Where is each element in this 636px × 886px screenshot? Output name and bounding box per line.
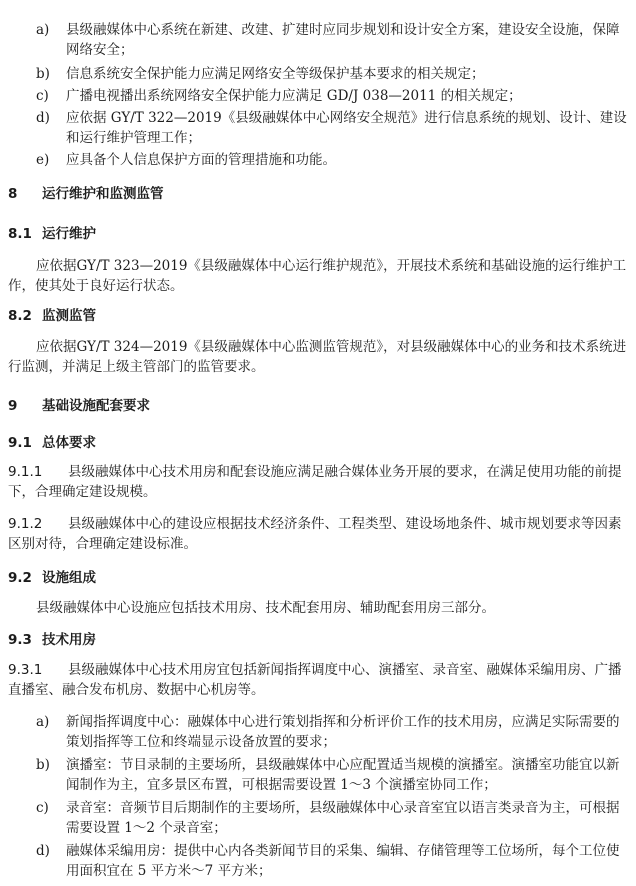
list-text: 应依据 GY/T 322—2019《县级融媒体中心网络安全规范》进行信息系统的规划、设计、建设和运行维护管理工作； [66,110,627,146]
section-number: 8 [8,186,18,202]
list-text: 融媒体采编用房：提供中心内各类新闻节目的采集、编辑、存储管理等工位场所，每个工位使用面积宜在 5 平方米～7 平方米； [66,843,620,879]
list-label: d) [36,843,50,859]
list-label: c) [36,800,49,816]
list-text: 县级融媒体中心系统在新建、改建、扩建时应同步规划和设计安全方案，建设安全设施，保障网络安全； [66,22,620,58]
list-text: 广播电视播出系统网络安全保护能力应满足 GD/J 038—2011 的相关规定； [66,88,522,104]
clause [8,462,632,502]
clause [8,514,632,554]
section-title: 技术用房 [42,632,96,648]
clause-text: 县级融媒体中心的建设应根据技术经济条件、工程类型、建设场地条件、城市规划要求等因素区别对待，合理确定建设标准。 [8,516,622,552]
paragraph: 应依据GY/T 324—2019《县级融媒体中心监测监管规范》，对县级融媒体中心的业务和技术系统进行监测，并满足上级主管部门的监管要求。 [8,339,627,375]
list-text: 信息系统安全保护能力应满足网络安全等级保护基本要求的相关规定； [66,66,485,82]
list-text: 录音室：音频节目后期制作的主要场所，县级融媒体中心录音室宜以语言类录音为主，可根据需要设置 1～2 个录音室； [66,800,620,836]
list-label: b) [36,66,50,82]
subsection-heading [8,568,96,588]
clause [8,660,632,700]
list-label: c) [36,88,49,104]
section-number: 8.2 [8,308,32,324]
section-title: 运行维护 [42,226,96,242]
section-number: 9.3 [8,632,32,648]
clause-number: 9.1.1 [8,464,43,480]
clause-text: 县级融媒体中心技术用房和配套设施应满足融合媒体业务开展的要求，在满足使用功能的前提下，合理确定建设规模。 [8,464,622,500]
section-title: 监测监管 [42,308,96,324]
section-number: 9.2 [8,570,32,586]
list-label: a) [36,714,50,730]
paragraph: 县级融媒体中心设施应包括技术用房、技术配套用房、辅助配套用房三部分。 [36,600,495,616]
section-heading [8,396,150,416]
list-text: 演播室：节目录制的主要场所，县级融媒体中心应配置适当规模的演播室。演播室功能宜以新闻制作为主，宜多景区布置，可根据需要设置 1～3 个演播室协同工作； [66,757,620,793]
list-text: 应具备个人信息保护方面的管理措施和功能。 [66,152,336,168]
section-number: 9 [8,398,18,414]
section-title: 基础设施配套要求 [42,398,150,414]
list-label: e) [36,152,50,168]
section-title: 运行维护和监测监管 [42,186,164,202]
clause-text: 县级融媒体中心技术用房宜包括新闻指挥调度中心、演播室、录音室、融媒体采编用房、广播直播室、融合发布机房、数据中心机房等。 [8,662,622,698]
list-label: a) [36,22,50,38]
section-number: 8.1 [8,226,32,242]
list-item [36,20,632,60]
section-number: 9.1 [8,435,32,451]
clause-number: 9.3.1 [8,662,43,678]
section-title: 设施组成 [42,570,96,586]
list-label: d) [36,110,50,126]
subsection-heading [8,306,96,326]
section-heading [8,184,164,204]
subsection-heading [8,433,96,453]
list-text: 新闻指挥调度中心：融媒体中心进行策划指挥和分析评价工作的技术用房，应满足实际需要的策划指挥等工位和终端显示设备放置的要求； [66,714,620,750]
section-title: 总体要求 [42,435,96,451]
subsection-heading [8,224,96,244]
paragraph: 应依据GY/T 323—2019《县级融媒体中心运行维护规范》，开展技术系统和基础设施的运行维护工作，使其处于良好运行状态。 [8,258,627,294]
list-label: b) [36,757,50,773]
subsection-heading [8,630,96,650]
clause-number: 9.1.2 [8,516,43,532]
